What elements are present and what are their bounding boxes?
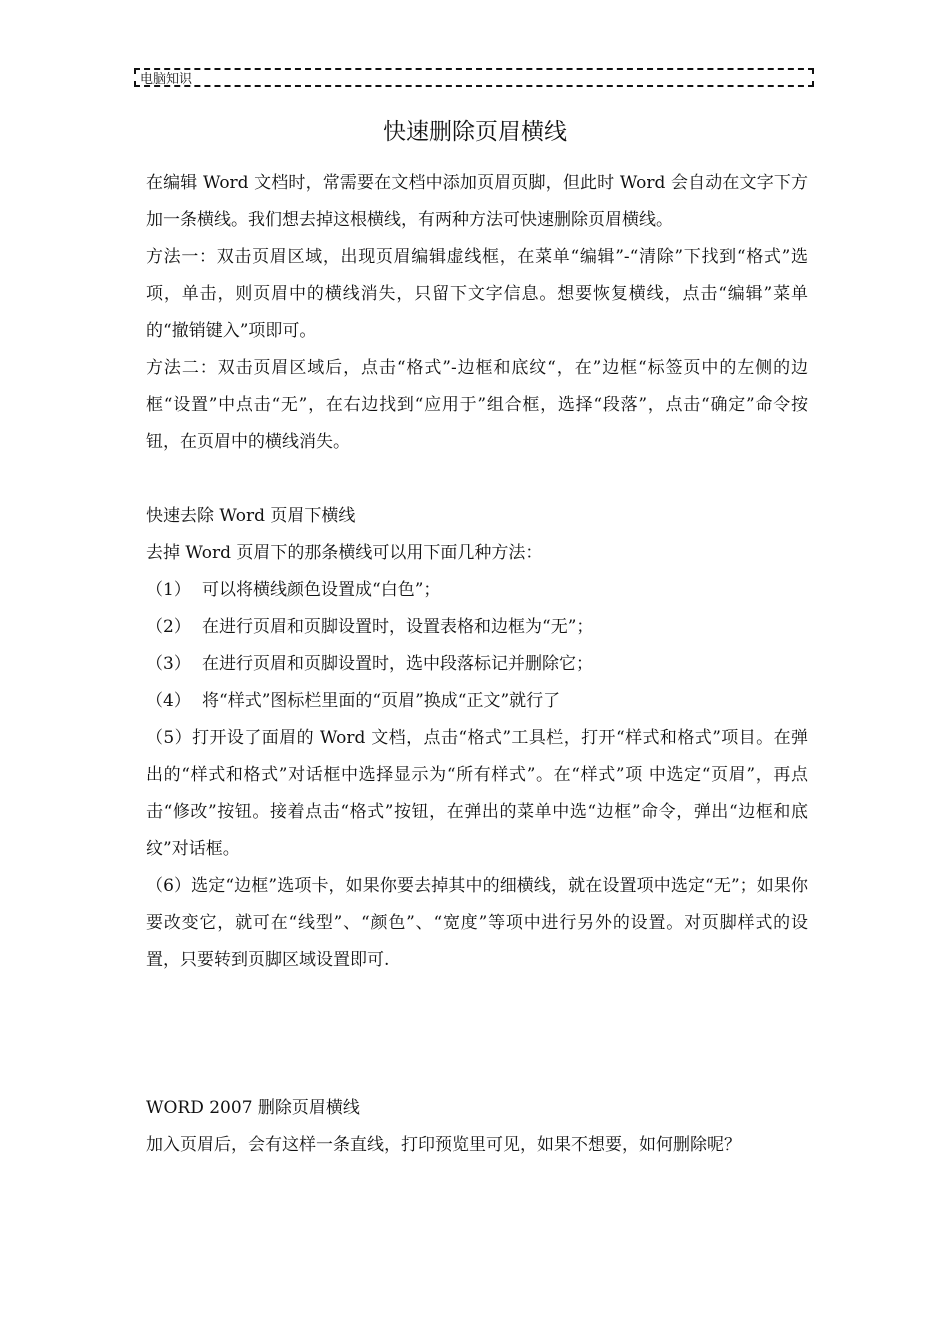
document-body [146, 165, 808, 1164]
paragraph: 在编辑 Word 文档时，常需要在文档中添加页眉页脚，但此时 Word 会自动在文字下方加一条横线。我们想去掉这根横线，有两种方法可快速删除页眉横线。 [146, 173, 808, 230]
paragraph: 加入页眉后，会有这样一条直线，打印预览里可见，如果不想要，如何删除呢？ [146, 1135, 741, 1155]
list-item-text: 在进行页眉和页脚设置时，选中段落标记并删除它； [202, 654, 593, 674]
spacer [146, 461, 808, 498]
list-item-text: 将“样式”图标栏里面的“页眉”换成“正文”就行了 [202, 691, 561, 711]
page-header [134, 68, 814, 87]
list-item [146, 609, 808, 646]
paragraph: 方法二：双击页眉区域后，点击“格式”-边框和底纹“，在”边框“标签页中的左侧的边框“设置”中点击“无”，在右边找到“应用于”组合框，选择“段落”，点击“确定”命令按钮，在页眉中的横线消失。 [146, 358, 808, 452]
list-item-number: （1） [146, 580, 191, 600]
document-title: 快速删除页眉横线 [383, 119, 567, 145]
paragraph: （5）打开设了面眉的 Word 文档，点击“格式”工具栏，打开“样式和格式”项目。在弹出的“样式和格式”对话框中选择显示为“所有样式”。在“样式”项 中选定“页眉”，再点击“修改”按钮。接着点击“格式”按钮，在弹出的菜单中选“边框”命令，弹出“边框和底纹”对话框。 [146, 728, 808, 859]
list-item-text: 可以将横线颜色设置成“白色”； [202, 580, 441, 600]
list-item [146, 646, 808, 683]
section-heading: 快速去除 Word 页眉下横线 [146, 506, 356, 526]
list-item-text: 在进行页眉和页脚设置时，设置表格和边框为“无”； [202, 617, 594, 637]
list-item-number: （2） [146, 617, 191, 637]
spacer [146, 979, 808, 1090]
paragraph: 去掉 Word 页眉下的那条横线可以用下面几种方法： [146, 543, 543, 563]
list-item [146, 572, 808, 609]
paragraph: （6）选定“边框”选项卡，如果你要去掉其中的细横线，就在设置项中选定“无”；如果你要改变它，就可在“线型”、“颜色”、“宽度”等项中进行另外的设置。对页脚样式的设置，只要转到页脚区域设置即可. [146, 876, 808, 970]
list-item-number: （3） [146, 654, 191, 674]
list-item-number: （4） [146, 691, 191, 711]
paragraph: 方法一：双击页眉区域，出现页眉编辑虚线框，在菜单“编辑”-“清除”下找到“格式”选项，单击，则页眉中的横线消失，只留下文字信息。想要恢复横线，点击“编辑”菜单的“撤销键入”项即可。 [146, 247, 808, 341]
section-heading: WORD 2007 删除页眉横线 [146, 1098, 360, 1118]
list-item [146, 683, 808, 720]
header-text: 电脑知识 [140, 72, 193, 87]
